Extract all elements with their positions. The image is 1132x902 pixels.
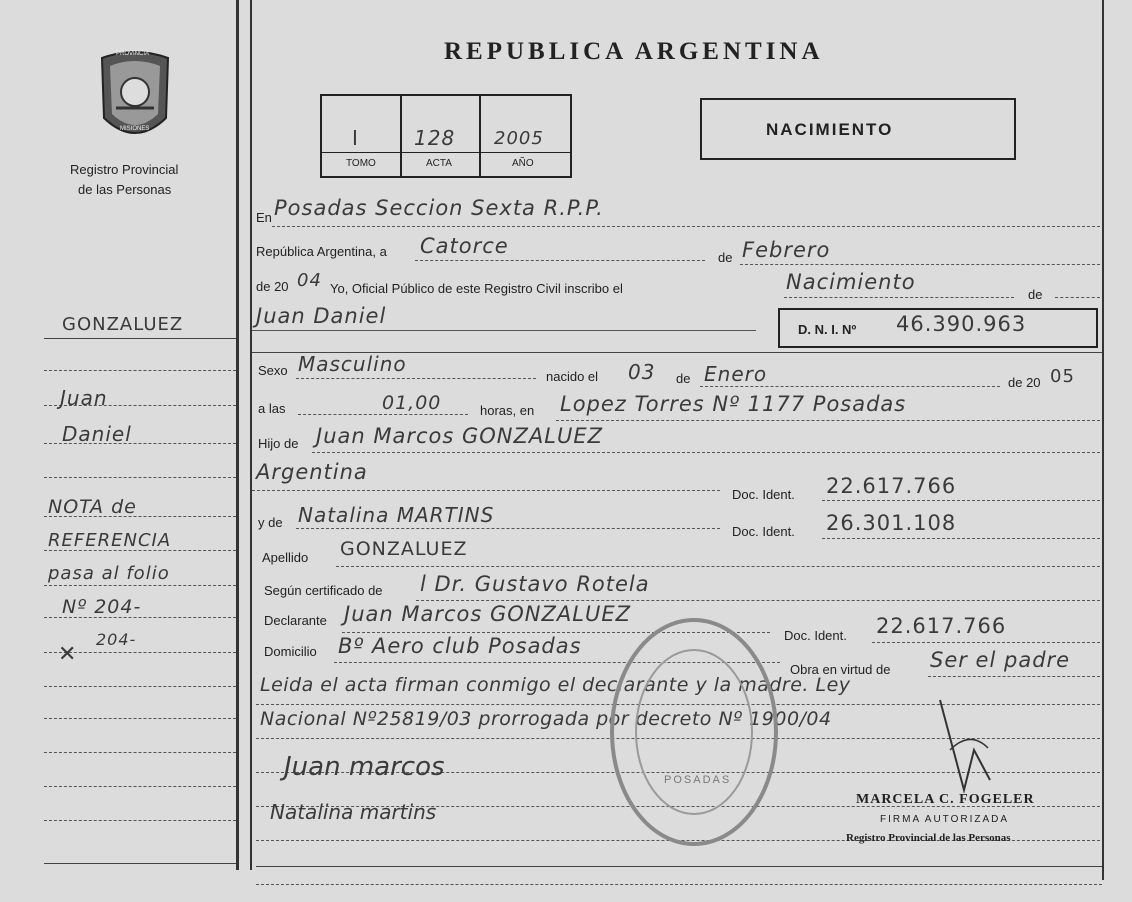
round-stamp-city: POSADAS: [664, 774, 732, 786]
seal-text-bottom: MISIONES: [120, 126, 150, 132]
margin-note-1: NOTA de: [48, 496, 137, 518]
official-office: Registro Provincial de las Personas: [846, 832, 1011, 844]
year-prefix: de 20: [256, 279, 289, 294]
child-name: Juan Daniel: [256, 304, 387, 328]
father-doc-label: Doc. Ident.: [732, 487, 795, 502]
hijo-label: Hijo de: [258, 436, 299, 451]
oficial-text: Yo, Oficial Público de este Registro Civil inscribo el: [330, 281, 623, 296]
dni-box: [778, 308, 1098, 348]
day-words: Catorce: [420, 234, 509, 258]
father-doc: 22.617.766: [826, 474, 957, 498]
obra-label: Obra en virtud de: [790, 662, 891, 677]
father-nationality: Argentina: [256, 460, 368, 484]
acta-value: 128: [414, 126, 456, 150]
birth-year-suffix: 05: [1050, 366, 1075, 387]
mother-doc: 26.301.108: [826, 511, 957, 535]
declarante-doc-label: Doc. Ident.: [784, 628, 847, 643]
en-label: En: [256, 210, 272, 225]
nacido-label: nacido el: [546, 369, 599, 384]
margin-note-5: 204-: [96, 630, 137, 649]
registry-name-line1: Registro Provincial: [70, 162, 179, 177]
de-label: de: [718, 250, 733, 265]
margin-note-2: REFERENCIA: [48, 530, 172, 551]
tomo-label: TOMO: [346, 158, 376, 169]
yde-label: y de: [258, 515, 283, 530]
signature-mother: Natalina martins: [270, 800, 437, 824]
margin-rule: [44, 338, 236, 339]
round-stamp: [604, 612, 784, 852]
tomo-value: I: [352, 126, 359, 150]
mother-name: Natalina MARTINS: [298, 503, 495, 527]
margin-cross-mark: ✕: [58, 642, 78, 667]
place-value: Posadas Seccion Sexta R.P.P.: [274, 196, 604, 220]
notes-line-2: Nacional Nº25819/03 prorrogada por decreto Nº 1900/04: [260, 708, 832, 730]
year-suffix: 04: [297, 270, 322, 291]
sexo-label: Sexo: [258, 363, 288, 378]
republica-label: República Argentina, a: [256, 244, 387, 259]
margin-surname: GONZALUEZ: [62, 314, 184, 335]
birth-time: 01,00: [382, 392, 442, 414]
margin-note-4: Nº 204-: [62, 596, 142, 618]
apellido-label: Apellido: [262, 550, 309, 565]
acta-label: ACTA: [426, 158, 452, 169]
dni-label: D. N. I. Nº: [798, 322, 857, 337]
registry-name-line2: de las Personas: [78, 182, 172, 197]
seal-text-top: PROVINCIA: [116, 51, 150, 57]
birth-year-prefix: de 20: [1008, 375, 1041, 390]
domicilio-value: Bº Aero club Posadas: [338, 634, 582, 658]
official-name: MARCELA C. FOGELER: [856, 792, 1035, 807]
horas-label: horas, en: [480, 403, 535, 418]
margin-first-name: Juan: [60, 386, 108, 410]
act-type-box: [700, 98, 1016, 160]
ano-label: AÑO: [512, 158, 534, 169]
month-value: Febrero: [742, 238, 831, 262]
ano-value: 2005: [494, 128, 544, 149]
mother-doc-label: Doc. Ident.: [732, 524, 795, 539]
official-title: FIRMA AUTORIZADA: [880, 814, 1010, 825]
margin-middle-name: Daniel: [62, 422, 132, 446]
province-seal: [94, 48, 176, 144]
certificado-value: l Dr. Gustavo Rotela: [420, 572, 650, 596]
de2-label: de: [1028, 287, 1043, 302]
birth-day: 03: [628, 360, 656, 384]
certificado-label: Según certificado de: [264, 583, 383, 598]
margin-note-3: pasa al folio: [48, 563, 170, 584]
margin-divider-inner: [250, 0, 252, 870]
country-title: REPUBLICA ARGENTINA: [444, 38, 824, 65]
domicilio-label: Domicilio: [264, 644, 317, 659]
declarante-doc: 22.617.766: [876, 614, 1007, 638]
record-box: [320, 94, 572, 178]
right-border: [1102, 0, 1104, 880]
apellido-value: GONZALUEZ: [340, 538, 468, 560]
official-signature-mark: [930, 690, 1000, 805]
margin-divider: [236, 0, 239, 870]
declarante-value: Juan Marcos GONZALUEZ: [344, 602, 631, 626]
act-written: Nacimiento: [786, 270, 916, 294]
sexo-value: Masculino: [298, 352, 407, 376]
declarante-label: Declarante: [264, 613, 327, 628]
alas-label: a las: [258, 401, 286, 416]
act-type: NACIMIENTO: [766, 120, 894, 139]
birth-place: Lopez Torres Nº 1177 Posadas: [560, 392, 907, 416]
birth-month: Enero: [704, 362, 768, 386]
obra-value: Ser el padre: [930, 648, 1071, 672]
notes-line-1: Leida el acta firman conmigo el declarante y la madre. Ley: [260, 674, 851, 696]
father-name: Juan Marcos GONZALUEZ: [316, 424, 603, 448]
signature-declarant: Juan marcos: [284, 752, 445, 782]
de3-label: de: [676, 371, 691, 386]
dni-value: 46.390.963: [896, 312, 1027, 336]
